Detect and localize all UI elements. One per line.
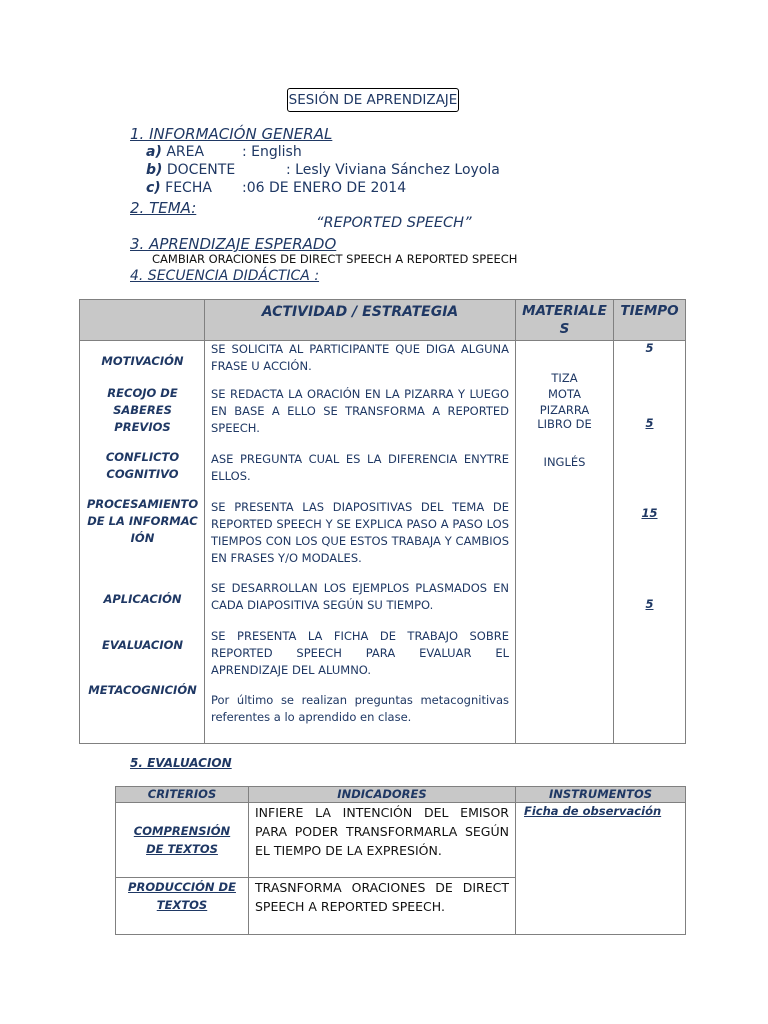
header-materials: MATERIALES — [516, 300, 614, 341]
docente-letter: b) — [146, 162, 163, 178]
material-4: LIBRO DE — [537, 417, 592, 431]
eval-row-1 — [116, 803, 686, 878]
phase-procesamiento: PROCESAMIENTO DE LA INFORMACIÓN — [86, 497, 199, 545]
material-2: MOTA — [548, 387, 581, 401]
header-criteria: CRITERIOS — [116, 787, 249, 803]
didactic-sequence-table — [79, 299, 686, 744]
criterion-2: PRODUCCIÓN DE TEXTOS — [128, 880, 236, 912]
instrument: Ficha de observación — [524, 804, 662, 818]
materials-cell — [516, 341, 614, 744]
criterion-1: COMPRENSIÓN DE TEXTOS — [133, 824, 231, 856]
activity-6: SE PRESENTA LA FICHA DE TRABAJO SOBRE REPORTED SPEECH PARA EVALUAR EL APRENDIZAJE DEL ALUMNO. — [211, 629, 509, 677]
criterion-cell-1 — [116, 803, 249, 878]
activity-4: SE PRESENTA LAS DIAPOSITIVAS DEL TEMA DE REPORTED SPEECH Y SE EXPLICA PASO A PASO LOS TIEMPOS CON LOS QUE ESTOS TRABAJA Y CAMBIOS EN FRASES Y/O MODALES. — [211, 500, 509, 565]
instrument-cell — [516, 803, 686, 935]
header-blank — [80, 300, 205, 341]
activities-cell — [205, 341, 516, 744]
activity-7: Por último se realizan preguntas metacognitivas referentes a lo aprendido en clase. — [211, 693, 509, 724]
evaluation-table — [115, 786, 686, 935]
indicator-1: INFIERE LA INTENCIÓN DEL EMISOR PARA PODER TRANSFORMARLA SEGÚN EL TIEMPO DE LA EXPRESIÓN. — [255, 805, 509, 858]
time-2: 5 — [645, 416, 654, 430]
activity-2: SE REDACTA LA ORACIÓN EN LA PIZARRA Y LUEGO EN BASE A ELLO SE TRANSFORMA A REPORTED SPEECH. — [211, 387, 509, 435]
phase-aplicacion: APLICACIÓN — [103, 592, 182, 606]
activity-5: SE DESARROLLAN LOS EJEMPLOS PLASMADOS EN CADA DIAPOSITIVA SEGÚN SU TIEMPO. — [211, 581, 509, 612]
section-3-heading: 3. APRENDIZAJE ESPERADO — [130, 235, 337, 253]
docente-value: : Lesly Viviana Sánchez Loyola — [286, 162, 500, 178]
material-5: INGLÉS — [543, 455, 586, 469]
material-3: PIZARRA — [539, 403, 590, 417]
fecha-value: :06 DE ENERO DE 2014 — [242, 180, 407, 196]
phase-metacognicion: METACOGNICIÓN — [88, 683, 197, 697]
expected-learning: CAMBIAR ORACIONES DE DIRECT SPEECH A REPORTED SPEECH — [152, 252, 518, 266]
area-label: AREA — [166, 144, 205, 160]
section-5-heading: 5. EVALUACION — [130, 756, 232, 770]
header-instruments: INSTRUMENTOS — [516, 787, 686, 803]
table-header-row — [80, 300, 686, 341]
time-1: 5 — [645, 341, 654, 355]
fecha-label: FECHA — [165, 180, 212, 196]
time-3: 15 — [641, 506, 658, 520]
docente-row — [146, 162, 235, 178]
activity-3: ASE PREGUNTA CUAL ES LA DIFERENCIA ENYTRE ELLOS. — [211, 452, 509, 483]
page-title: SESIÓN DE APRENDIZAJE — [287, 88, 459, 112]
activity-1: SE SOLICITA AL PARTICIPANTE QUE DIGA ALGUNA FRASE U ACCIÓN. — [211, 342, 509, 373]
phases-cell — [80, 341, 205, 744]
eval-header-row — [116, 787, 686, 803]
material-1: TIZA — [551, 371, 578, 385]
section-4-heading: 4. SECUENCIA DIDÁCTICA : — [130, 268, 320, 284]
criterion-cell-2 — [116, 878, 249, 935]
header-activity: ACTIVIDAD / ESTRATEGIA — [205, 300, 516, 341]
time-4: 5 — [645, 597, 654, 611]
phase-conflicto: CONFLICTO COGNITIVO — [105, 450, 180, 481]
phase-motivacion: MOTIVACIÓN — [101, 354, 184, 368]
phase-evaluacion: EVALUACION — [101, 638, 184, 652]
table-body-row — [80, 341, 686, 744]
section-2-heading: 2. TEMA: — [130, 199, 197, 217]
fecha-letter: c) — [146, 180, 161, 196]
topic: “REPORTED SPEECH” — [316, 215, 472, 231]
times-cell — [614, 341, 686, 744]
phase-recojo: RECOJO DE SABERES PREVIOS — [107, 386, 178, 434]
section-1-heading: 1. INFORMACIÓN GENERAL — [130, 125, 333, 143]
fecha-row — [146, 180, 212, 196]
indicator-2: TRASNFORMA ORACIONES DE DIRECT SPEECH A REPORTED SPEECH. — [255, 880, 509, 914]
indicator-cell-2 — [249, 878, 516, 935]
area-row — [146, 144, 204, 160]
header-time: TIEMPO — [614, 300, 686, 341]
area-letter: a) — [146, 144, 162, 160]
header-indicators: INDICADORES — [249, 787, 516, 803]
area-value: : English — [242, 144, 302, 160]
docente-label: DOCENTE — [166, 162, 236, 178]
indicator-cell-1 — [249, 803, 516, 878]
